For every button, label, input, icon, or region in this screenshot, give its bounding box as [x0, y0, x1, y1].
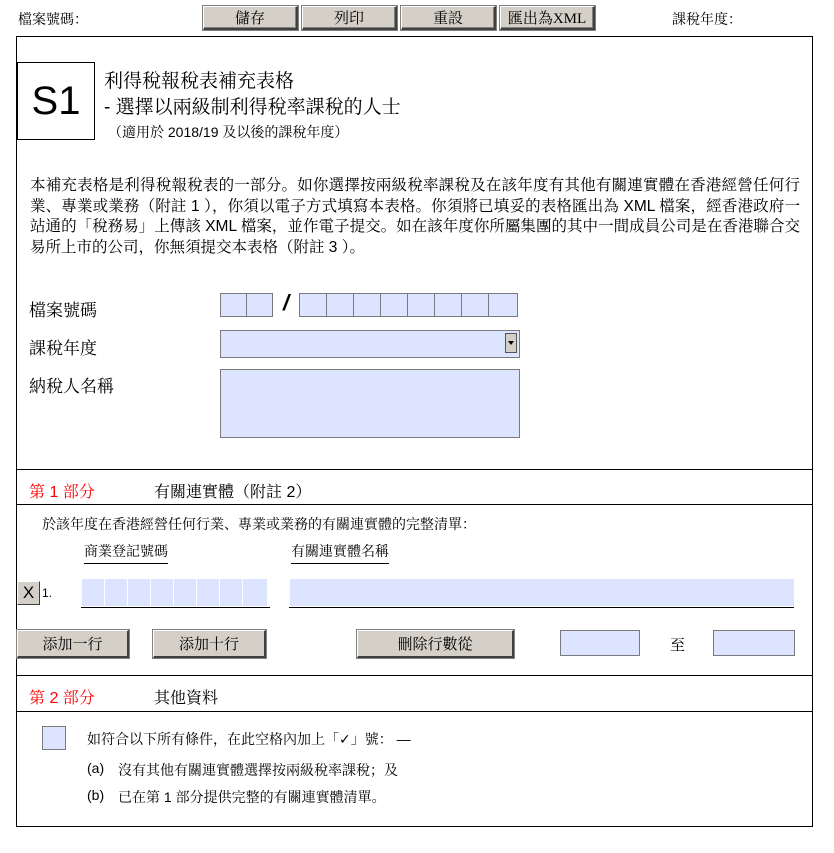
brn-cell-1[interactable]	[82, 579, 105, 606]
divider	[16, 504, 813, 505]
file-no-prefix-cell-1[interactable]	[220, 293, 247, 317]
brn-cell-4[interactable]	[151, 579, 174, 606]
form-code-box: S1	[17, 62, 95, 140]
part1-description: 於該年度在香港經營任何行業、專業或業務的有關連實體的完整清單：	[42, 516, 476, 532]
part2-title: 其他資料	[154, 690, 219, 707]
print-button[interactable]: 列印	[302, 6, 397, 30]
add-one-row-button[interactable]: 添加一行	[17, 630, 129, 658]
condition-b-marker: (b)	[87, 787, 105, 803]
file-no-cell-1[interactable]	[299, 293, 327, 317]
condition-a-text: 沒有其他有關連實體選擇按兩級稅率課稅；及	[118, 762, 398, 778]
intro-paragraph: 本補充表格是利得稅報稅表的一部分。如你選擇按兩級稅率課稅及在該年度有其他有關連實體在香港經營任何行業、專業或業務（附註 1 ），你須以電子方式填寫本表格。你須將已填妥的表格匯出為 XML 檔案，經香港政府一站通的「稅務易」上傳該 XML 檔案，並作電子提交。如在該年度你所屬集團的其中一間成員公司是在香港聯合交易所上市的公司，你無須提交本表格（附註 3 ）。	[30, 177, 800, 256]
add-ten-rows-button[interactable]: 添加十行	[153, 630, 266, 658]
part2-label: 第 2 部分	[29, 690, 95, 707]
divider	[16, 469, 813, 470]
file-no-cell-7[interactable]	[461, 293, 489, 317]
taxpayer-name-label: 納稅人名稱	[29, 377, 114, 396]
brn-cell-3[interactable]	[128, 579, 151, 606]
brn-column-header: 商業登記號碼	[84, 541, 168, 564]
condition-b-text: 已在第 1 部分提供完整的有關連實體清單。	[118, 789, 386, 805]
delete-rows-button[interactable]: 刪除行數從	[357, 630, 514, 658]
file-no-cell-8[interactable]	[488, 293, 518, 317]
chevron-down-icon[interactable]	[505, 333, 517, 353]
form-title: 利得稅報稅表補充表格	[104, 71, 295, 92]
file-no-cell-4[interactable]	[380, 293, 408, 317]
entity-name-column-header: 有關連實體名稱	[291, 541, 389, 564]
part1-title: 有關連實體（附註 2）	[154, 484, 312, 501]
checkbox-instruction: 如符合以下所有條件，在此空格內加上「✓」號： —	[87, 731, 411, 747]
file-no-cell-6[interactable]	[434, 293, 462, 317]
part1-label: 第 1 部分	[29, 484, 95, 501]
delete-from-input[interactable]	[560, 630, 640, 656]
file-no-separator: /	[283, 290, 290, 315]
year-top-label: 課稅年度：	[672, 11, 742, 27]
file-no-cell-5[interactable]	[407, 293, 435, 317]
brn-cell-8[interactable]	[243, 579, 268, 606]
file-no-cell-2[interactable]	[326, 293, 354, 317]
condition-a-marker: (a)	[87, 760, 105, 776]
reset-button[interactable]: 重設	[401, 6, 496, 30]
file-no-top-label: 檔案號碼：	[18, 11, 88, 27]
form-subtitle: - 選擇以兩級制利得稅率課稅的人士	[104, 97, 401, 118]
year-select[interactable]	[220, 330, 520, 358]
brn-cell-5[interactable]	[174, 579, 197, 606]
save-button[interactable]: 儲存	[203, 6, 298, 30]
file-no-label: 檔案號碼	[29, 301, 97, 320]
taxpayer-name-input[interactable]	[220, 369, 520, 438]
year-label: 課稅年度	[29, 339, 97, 358]
form-applicability: （適用於 2018/19 及以後的課稅年度）	[108, 124, 349, 140]
delete-to-input[interactable]	[713, 630, 795, 656]
delete-row-button[interactable]: X	[17, 581, 40, 605]
brn-underline	[81, 607, 270, 608]
file-no-prefix-cell-2[interactable]	[246, 293, 273, 317]
range-to-label: 至	[670, 637, 686, 654]
entity-name-underline	[289, 607, 794, 608]
row-index: 1.	[42, 586, 53, 600]
divider	[16, 675, 813, 676]
conditions-checkbox[interactable]	[42, 726, 66, 750]
entity-name-input[interactable]	[290, 579, 794, 606]
brn-cell-7[interactable]	[220, 579, 243, 606]
file-no-cell-3[interactable]	[353, 293, 381, 317]
divider	[16, 711, 813, 712]
export-xml-button[interactable]: 匯出為XML	[500, 6, 595, 30]
brn-cell-2[interactable]	[105, 579, 128, 606]
brn-cell-6[interactable]	[197, 579, 220, 606]
